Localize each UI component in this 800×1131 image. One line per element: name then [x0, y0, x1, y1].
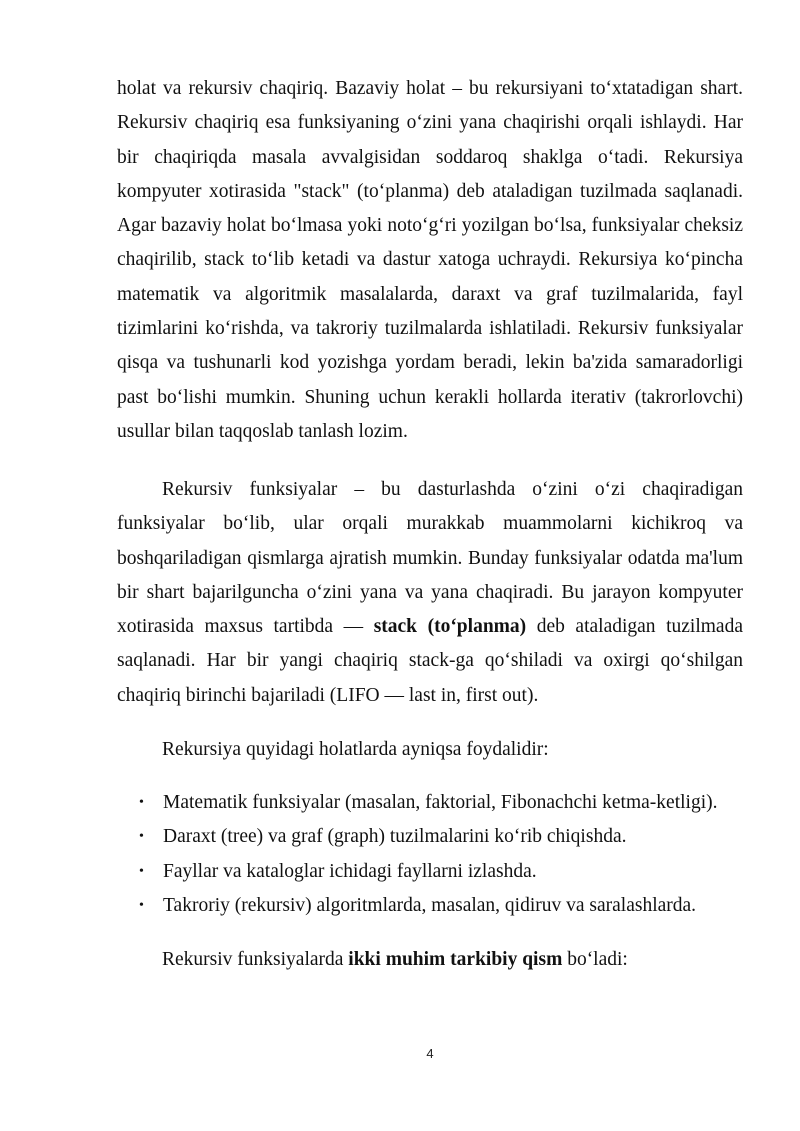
paragraph-4-text-start: Rekursiv funksiyalarda: [162, 949, 349, 970]
bullet-icon: •: [139, 897, 144, 913]
list-item: [117, 786, 743, 820]
list-item-text: Fayllar va kataloglar ichidagi fayllarni izlashda.: [163, 860, 537, 882]
paragraph-4-bold-term: ikki muhim tarkibiy qism: [348, 949, 563, 970]
bullet-icon: •: [139, 829, 144, 845]
list-item: [117, 820, 743, 854]
paragraph-1: holat va rekursiv chaqiriq. Bazaviy holat – bu rekursiyani to‘xtatadigan shart. Rekursiv chaqiriq esa funksiyaning o‘zini yana chaqirishi orqali ishlaydi. Har bir chaqiriqda masala avvalgisidan soddaroq shaklga o‘tadi. Rekursiya kompyuter xotirasida "stack" (to‘planma) deb ataladigan tuzilmada saqlanadi. Agar bazaviy holat bo‘lmasa yoki noto‘g‘ri yozilgan bo‘lsa, funksiyalar cheksiz chaqirilib, stack to‘lib ketadi va dastur xatoga uchraydi. Rekursiya ko‘pincha matematik va algoritmik masalalarda, daraxt va graf tuzilmalarida, fayl tizimlarini ko‘rishda, va takroriy tuzilmalarda ishlatiladi. Rekursiv funksiyalar qisqa va tushunarli kod yozishga yordam beradi, lekin ba'zida samaradorligi past bo‘lishi mumkin. Shuning uchun kerakli hollarda iterativ (takrorlovchi) usullar bilan taqqoslab tanlash lozim.: [117, 78, 743, 442]
list-item-text: Daraxt (tree) va graf (graph) tuzilmalarini ko‘rib chiqishda.: [163, 826, 627, 848]
paragraph-3: Rekursiya quyidagi holatlarda ayniqsa foydalidir:: [162, 739, 549, 760]
bullet-icon: •: [139, 795, 144, 810]
paragraph-4-text-end: bo‘ladi:: [562, 949, 628, 970]
paragraph-2-text-end: deb ataladigan tuzilmada saqlanadi. Har bir yangi chaqiriq stack-ga qo‘shiladi va oxirgi qo‘shilgan chaqiriq birinchi bajariladi (LIFO — last in, first out).: [117, 616, 743, 706]
list-item-text: Matematik funksiyalar (masalan, faktorial, Fibonachchi ketma-ketligi).: [163, 792, 718, 813]
paragraph-2: [117, 473, 743, 713]
bullet-icon: •: [139, 863, 144, 879]
bullet-list: [117, 786, 743, 923]
list-item-text: Takroriy (rekursiv) algoritmlarda, masalan, qidiruv va saralashlarda.: [163, 894, 697, 916]
list-item: [117, 889, 743, 923]
paragraph-2-text-start: Rekursiv funksiyalar – bu dasturlashda o‘zini o‘zi chaqiradigan funksiyalar bo‘lib, ular orqali murakkab muammolarni kichikroq va boshqariladigan qismlarga ajratish mumkin. Bunday funksiyalar odatda ma'lum bir shart bajarilguncha o‘zini yana va yana chaqiradi. Bu jarayon kompyuter xotirasida maxsus tartibda —: [117, 479, 743, 638]
list-item: [117, 855, 743, 889]
paragraph-2-bold-term: stack (to‘planma): [373, 616, 527, 638]
paragraph-4: [117, 943, 743, 977]
page-number: 4: [426, 1046, 434, 1061]
